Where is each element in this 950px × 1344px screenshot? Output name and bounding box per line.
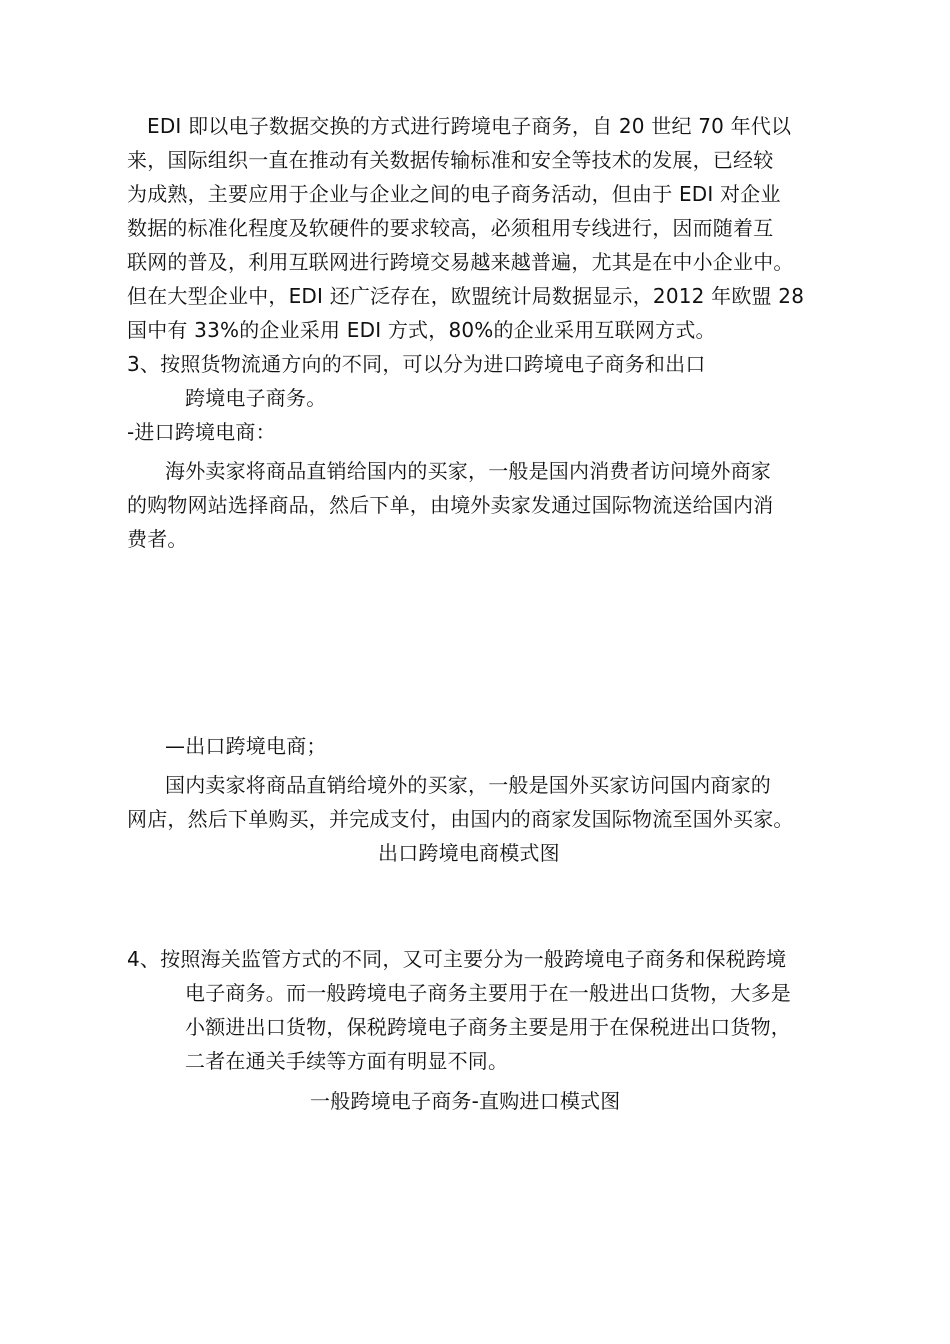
import-paragraph-line-3: 费者。 xyxy=(127,527,188,551)
export-heading: —出口跨境电商； xyxy=(165,734,327,758)
item-3-line-2: 跨境电子商务。 xyxy=(185,386,327,410)
edi-paragraph-line-6: 但在大型企业中，EDI 还广泛存在，欧盟统计局数据显示，2012 年欧盟 28 xyxy=(127,284,805,308)
edi-paragraph-line-7: 国中有 33%的企业采用 EDI 方式，80%的企业采用互联网方式。 xyxy=(127,318,716,342)
edi-paragraph-line-2: 来，国际组织一直在推动有关数据传输标准和安全等技术的发展，已经较 xyxy=(127,148,774,172)
export-paragraph-line-1: 国内卖家将商品直销给境外的买家，一般是国外买家访问国内商家的 xyxy=(165,773,771,797)
edi-paragraph-line-1: EDI 即以电子数据交换的方式进行跨境电子商务，自 20 世纪 70 年代以 xyxy=(147,114,792,138)
item-4-line-4: 二者在通关手续等方面有明显不同。 xyxy=(185,1049,509,1073)
edi-paragraph-line-3: 为成熟，主要应用于企业与企业之间的电子商务活动，但由于 EDI 对企业 xyxy=(127,182,781,206)
export-paragraph-line-2: 网店，然后下单购买，并完成支付，由国内的商家发国际物流至国外买家。 xyxy=(127,807,794,831)
import-paragraph-line-1: 海外卖家将商品直销给国内的买家，一般是国内消费者访问境外商家 xyxy=(165,459,771,483)
import-paragraph-line-2: 的购物网站选择商品，然后下单，由境外卖家发通过国际物流送给国内消 xyxy=(127,493,774,517)
import-heading: -进口跨境电商： xyxy=(127,420,276,444)
item-3-line-1: 3、按照货物流通方向的不同，可以分为进口跨境电子商务和出口 xyxy=(127,352,706,376)
edi-paragraph-line-5: 联网的普及，利用互联网进行跨境交易越来越普遍，尤其是在中小企业中。 xyxy=(127,250,794,274)
general-figure-caption: 一般跨境电子商务-直购进口模式图 xyxy=(310,1089,621,1113)
item-4-line-2: 电子商务。而一般跨境电子商务主要用于在一般进出口货物，大多是 xyxy=(185,981,791,1005)
export-figure-caption: 出口跨境电商模式图 xyxy=(378,841,560,865)
edi-paragraph-line-4: 数据的标准化程度及软硬件的要求较高，必须租用专线进行，因而随着互 xyxy=(127,216,774,240)
item-4-line-3: 小额进出口货物，保税跨境电子商务主要是用于在保税进出口货物， xyxy=(185,1015,791,1039)
item-4-line-1: 4、按照海关监管方式的不同，又可主要分为一般跨境电子商务和保税跨境 xyxy=(127,947,787,971)
